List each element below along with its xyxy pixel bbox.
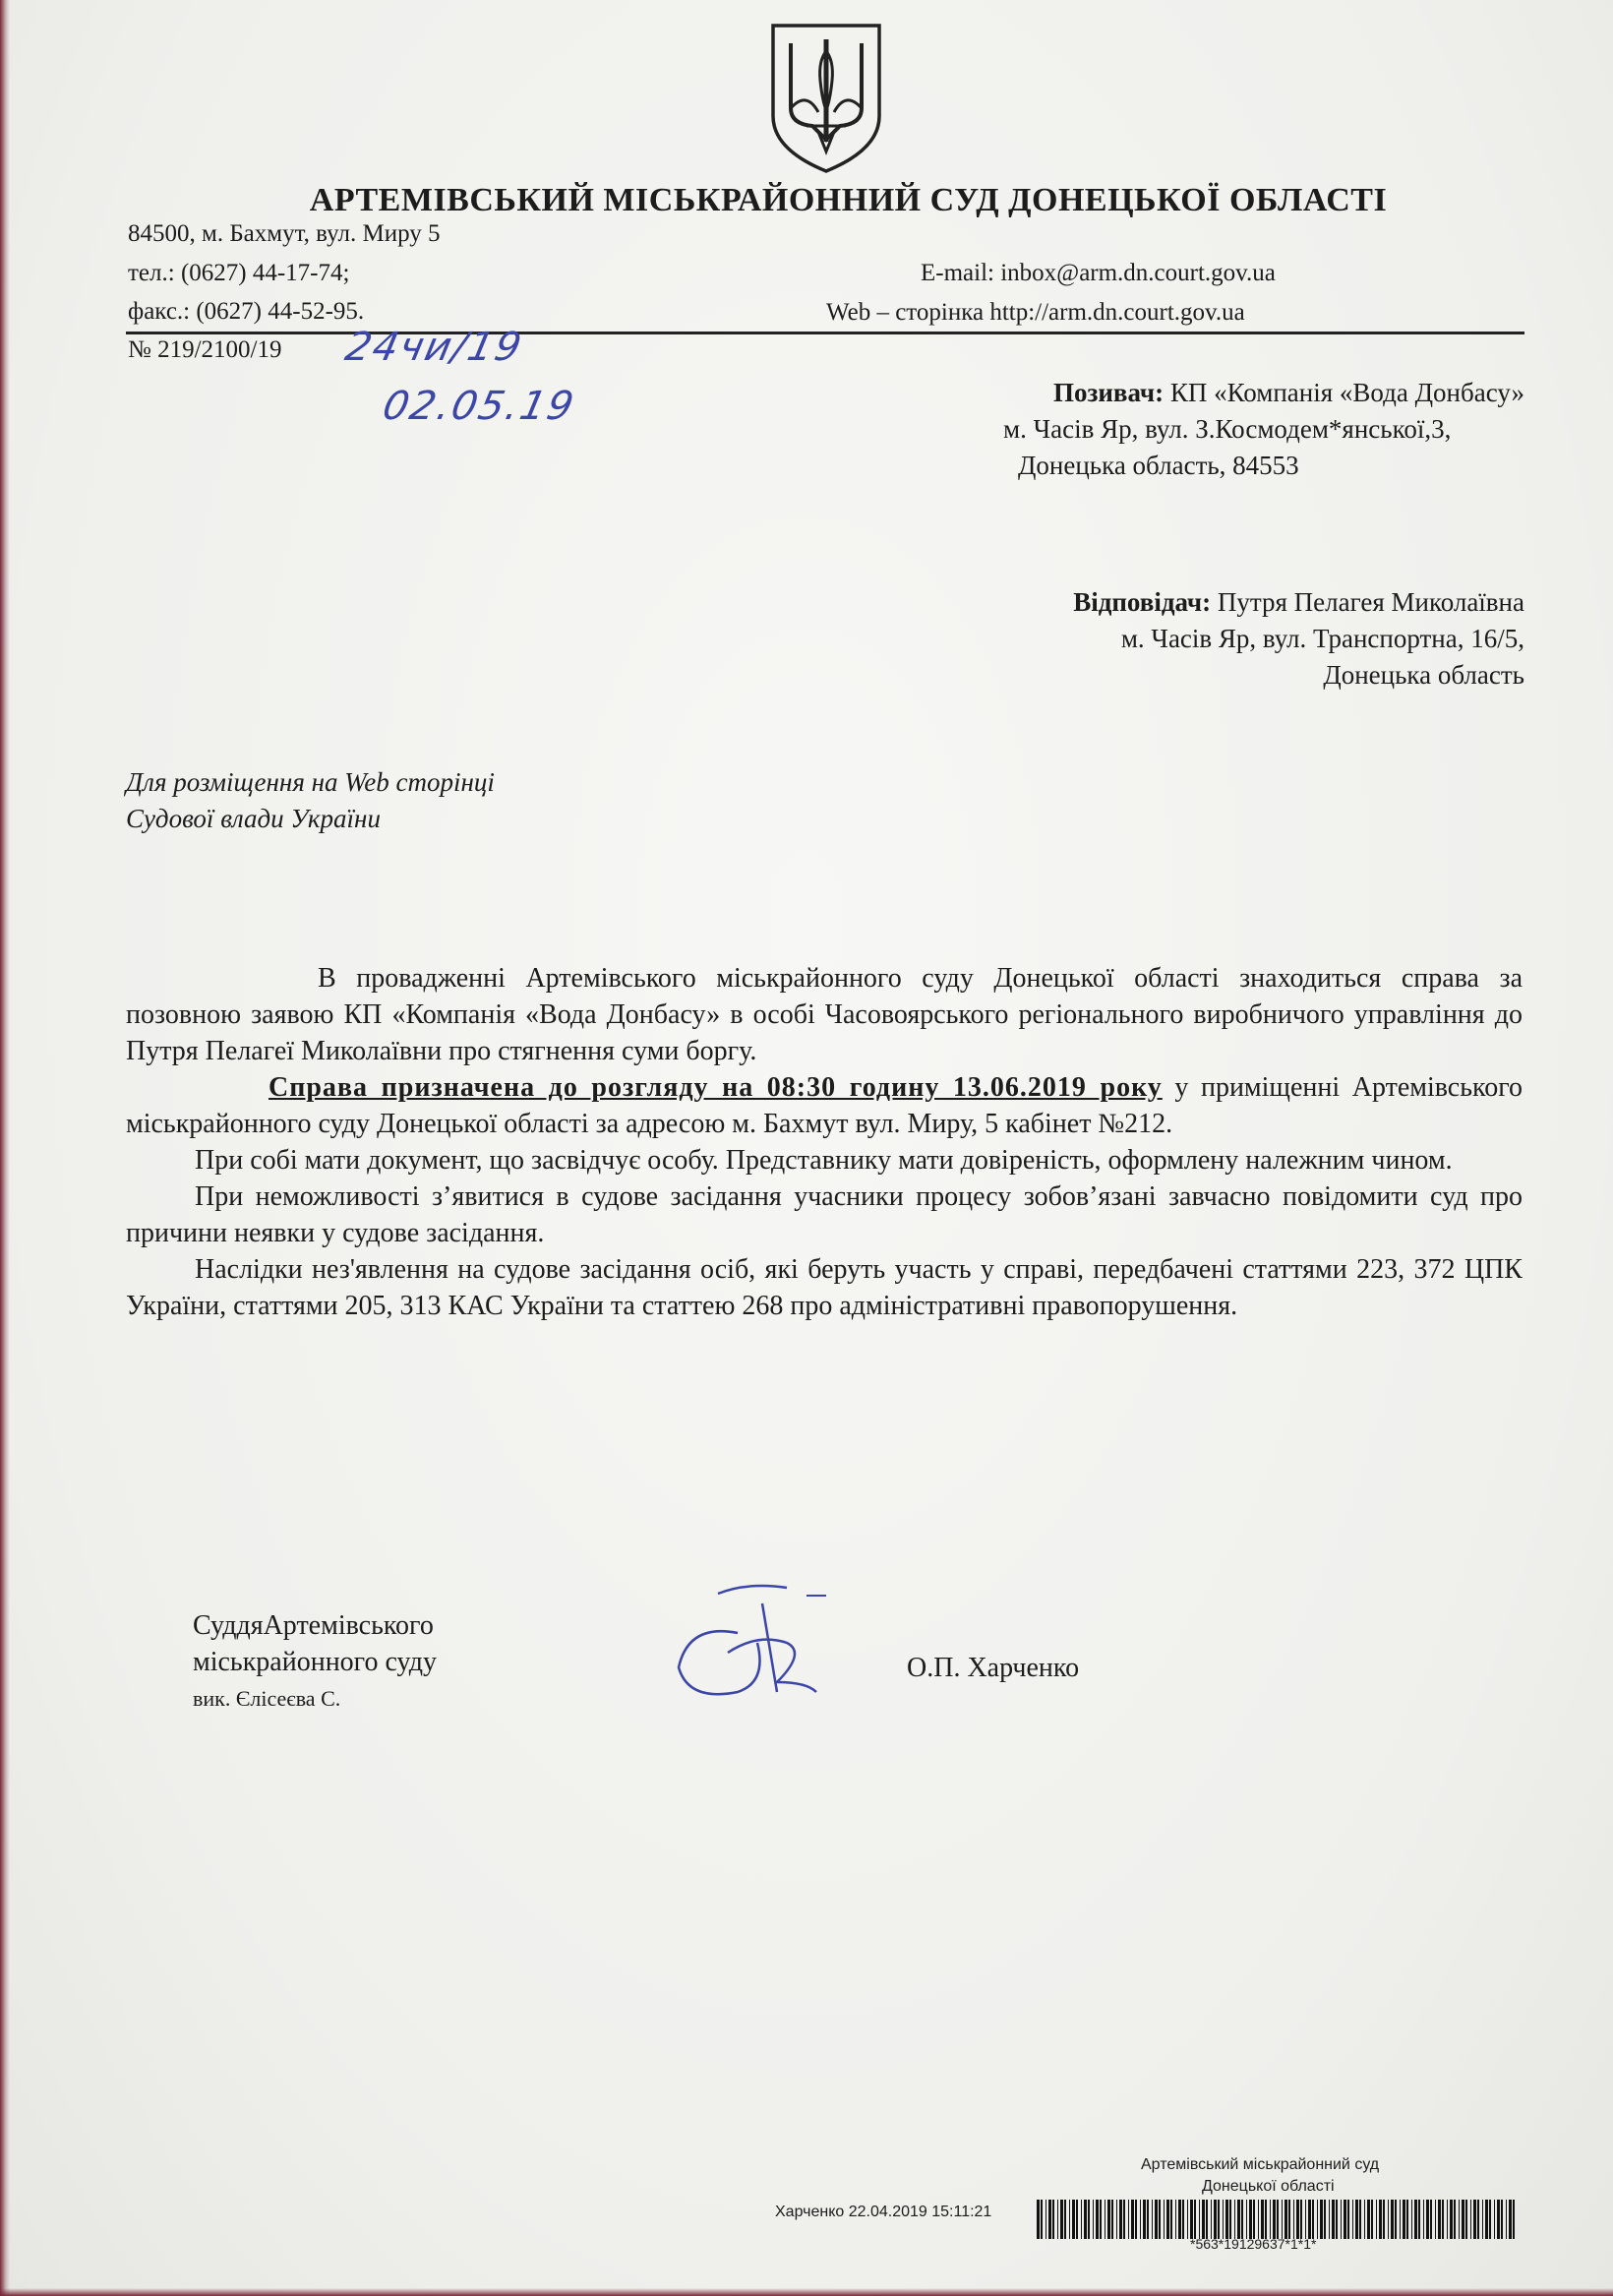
header-divider	[126, 332, 1524, 334]
plaintiff-label: Позивач:	[1052, 378, 1165, 407]
court-title: АРТЕМІВСЬКИЙ МІСЬКРАЙОННИЙ СУД ДОНЕЦЬКОЇ ОБЛАСТІ	[309, 182, 1388, 218]
defendant-label: Відповідач:	[1073, 587, 1212, 617]
body-paragraph-2	[126, 1069, 1523, 1142]
registration-stamp: Харченко 22.04.2019 15:11:21	[775, 2204, 992, 2220]
scan-edge-left	[0, 0, 10, 2296]
plaintiff-address-1: м. Часів Яр, вул. З.Космодем*янської,3,	[1003, 414, 1452, 444]
plaintiff-line	[836, 375, 1524, 411]
handwritten-date: 02.05.19	[379, 384, 580, 429]
barcode	[1037, 2200, 1519, 2239]
court-fax: факс.: (0627) 44-52-95.	[128, 298, 365, 325]
notice-body	[126, 960, 1523, 1324]
defendant-address-2: Донецька область	[1323, 660, 1524, 690]
judge-title-1: СуддяАртемівського	[193, 1610, 434, 1641]
coat-of-arms-icon	[767, 22, 885, 175]
plaintiff-name: КП «Компанія «Вода Донбасу»	[1169, 378, 1524, 407]
defendant-address-1: м. Часів Яр, вул. Транспортна, 16/5,	[1120, 624, 1524, 653]
court-email: E-mail: inbox@arm.dn.court.gov.ua	[921, 260, 1276, 286]
judge-title-2: міськрайонного суду	[193, 1647, 438, 1677]
executor: вик. Єлісеєва С.	[193, 1686, 341, 1711]
court-website: Web – сторінка http://arm.dn.court.gov.ua	[826, 299, 1245, 326]
footer-court-line-1: Артемівський міськрайонний суд	[1141, 2156, 1380, 2173]
body-paragraph-3: При собі мати документ, що засвідчує особу. Представнику мати довіреність, оформлену належним чином.	[195, 1145, 1453, 1176]
body-paragraph-4: При неможливості з’явитися в судове засідання учасники процесу зобов’язані завчасно повідомити суд про причини неявки у судове засідання.	[126, 1181, 1523, 1248]
scan-edge-bottom	[0, 2288, 1613, 2296]
footer-court-line-2: Донецької області	[1202, 2178, 1335, 2195]
plaintiff-block	[836, 375, 1524, 411]
body-paragraph-1: В провадженні Артемівського міськрайонного суду Донецької області знаходиться справа за позовною заявою КП «Компанія «Вода Донбасу» в особі Часовоярського регіонального виробничого управління до Путря Пелагеї Миколаївни про стягнення суми боргу.	[126, 963, 1523, 1066]
judge-signature	[669, 1574, 866, 1712]
defendant-block	[836, 584, 1524, 694]
hearing-date-emphasis: Справа призначена до розгляду на 08:30 годину 13.06.2019 року	[269, 1072, 1163, 1103]
plaintiff-address-2: Донецька область, 84553	[1018, 451, 1299, 480]
handwritten-note-1: 24чи/19	[341, 325, 527, 370]
hearing-location: у приміщенні Артемівського міськрайонного суду Донецької області за адресою м. Бахмут вул. Миру, 5 кабінет №212.	[126, 1072, 1523, 1139]
signature-block	[193, 1607, 437, 1717]
placement-note	[126, 764, 495, 837]
defendant-line	[836, 584, 1524, 621]
body-paragraph-5: Наслідки нез'явлення на судове засідання осіб, які беруть участь у справі, передбачені статтями 223, 372 ЦПК України, статтями 205, 313 КАС України та статтею 268 про адміністративні правопорушення.	[126, 1254, 1523, 1321]
placement-note-line-2: Судової влади України	[126, 804, 381, 833]
case-number: № 219/2100/19	[128, 336, 282, 363]
court-phone: тел.: (0627) 44-17-74;	[128, 260, 350, 286]
barcode-text: *563*19129637*1*1*	[1190, 2236, 1317, 2252]
court-address: 84500, м. Бахмут, вул. Миру 5	[128, 220, 441, 247]
judge-name: О.П. Харченко	[907, 1653, 1080, 1683]
defendant-name: Путря Пелагея Миколаївна	[1217, 587, 1524, 617]
placement-note-line-1: Для розміщення на Web сторінці	[126, 767, 495, 797]
